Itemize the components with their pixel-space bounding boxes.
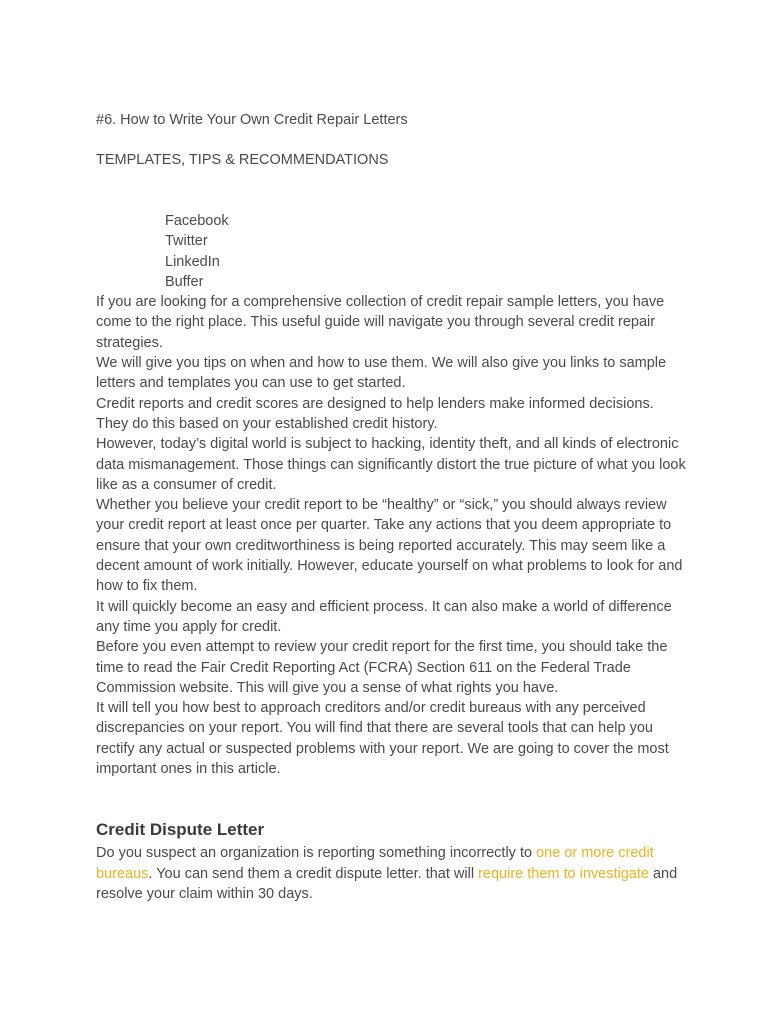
share-item-facebook [165,211,686,231]
share-linkedin-link[interactable]: LinkedIn [165,253,220,270]
credit-bureaus-link[interactable]: one or more credit bureaus [96,845,654,882]
share-twitter-link[interactable]: Twitter [165,233,208,250]
article-subtitle: TEMPLATES, TIPS & RECOMMENDATIONS [96,152,389,168]
paragraph: It will quickly become an easy and efficient process. It can also make a world of difference any time you apply for credit. [96,598,672,635]
article-body [96,292,686,779]
article [96,110,686,904]
share-links-list [96,211,686,292]
paragraph: Credit reports and credit scores are designed to help lenders make informed decisions. They do this based on your established credit history. [96,395,654,432]
section-text: . You can send them a credit dispute letter. that will [148,865,479,882]
section-text: and resolve your claim within 30 days. [96,865,678,902]
share-buffer-link[interactable]: Buffer [165,273,204,290]
paragraph: Whether you believe your credit report to be “healthy” or “sick,” you should always review your credit report at least once per quarter. Take any actions that you deem appropriate to ensure that your own creditworthiness is being reported accurately. This may seem like a decent amount of work initially. However, educate yourself on what problems to look for and how to fix them. [96,497,683,595]
share-item-linkedin [165,252,686,272]
share-facebook-link[interactable]: Facebook [165,213,229,229]
paragraph: Before you even attempt to review your credit report for the first time, you should take the time to read the Fair Credit Reporting Act (FCRA) Section 611 on the Federal Trade Commission website. This will give you a sense of what rights you have. [96,639,668,696]
article-title: #6. How to Write Your Own Credit Repair Letters [96,112,408,128]
section-paragraph [96,843,686,904]
share-item-twitter [165,231,686,251]
paragraph: If you are looking for a comprehensive collection of credit repair sample letters, you have come to the right place. This useful guide will navigate you through several credit repair strategies. [96,294,665,351]
section-text: Do you suspect an organization is reporting something incorrectly to [96,845,537,862]
paragraph: We will give you tips on when and how to use them. We will also give you links to sample letters and templates you can use to get started. [96,355,667,392]
paragraph: It will tell you how best to approach creditors and/or credit bureaus with any perceived discrepancies on your report. You will find that there are several tools that can help you rectify any actual or suspected problems with your report. We are going to cover the most important ones in this article. [96,700,669,778]
section-heading: Credit Dispute Letter [96,820,265,840]
require-investigate-link[interactable]: require them to investigate [478,865,649,882]
share-item-buffer [165,272,686,292]
paragraph: However, today’s digital world is subject to hacking, identity theft, and all kinds of electronic data mismanagement. Those things can significantly distort the true picture of what you look like as a consumer of credit. [96,436,686,493]
